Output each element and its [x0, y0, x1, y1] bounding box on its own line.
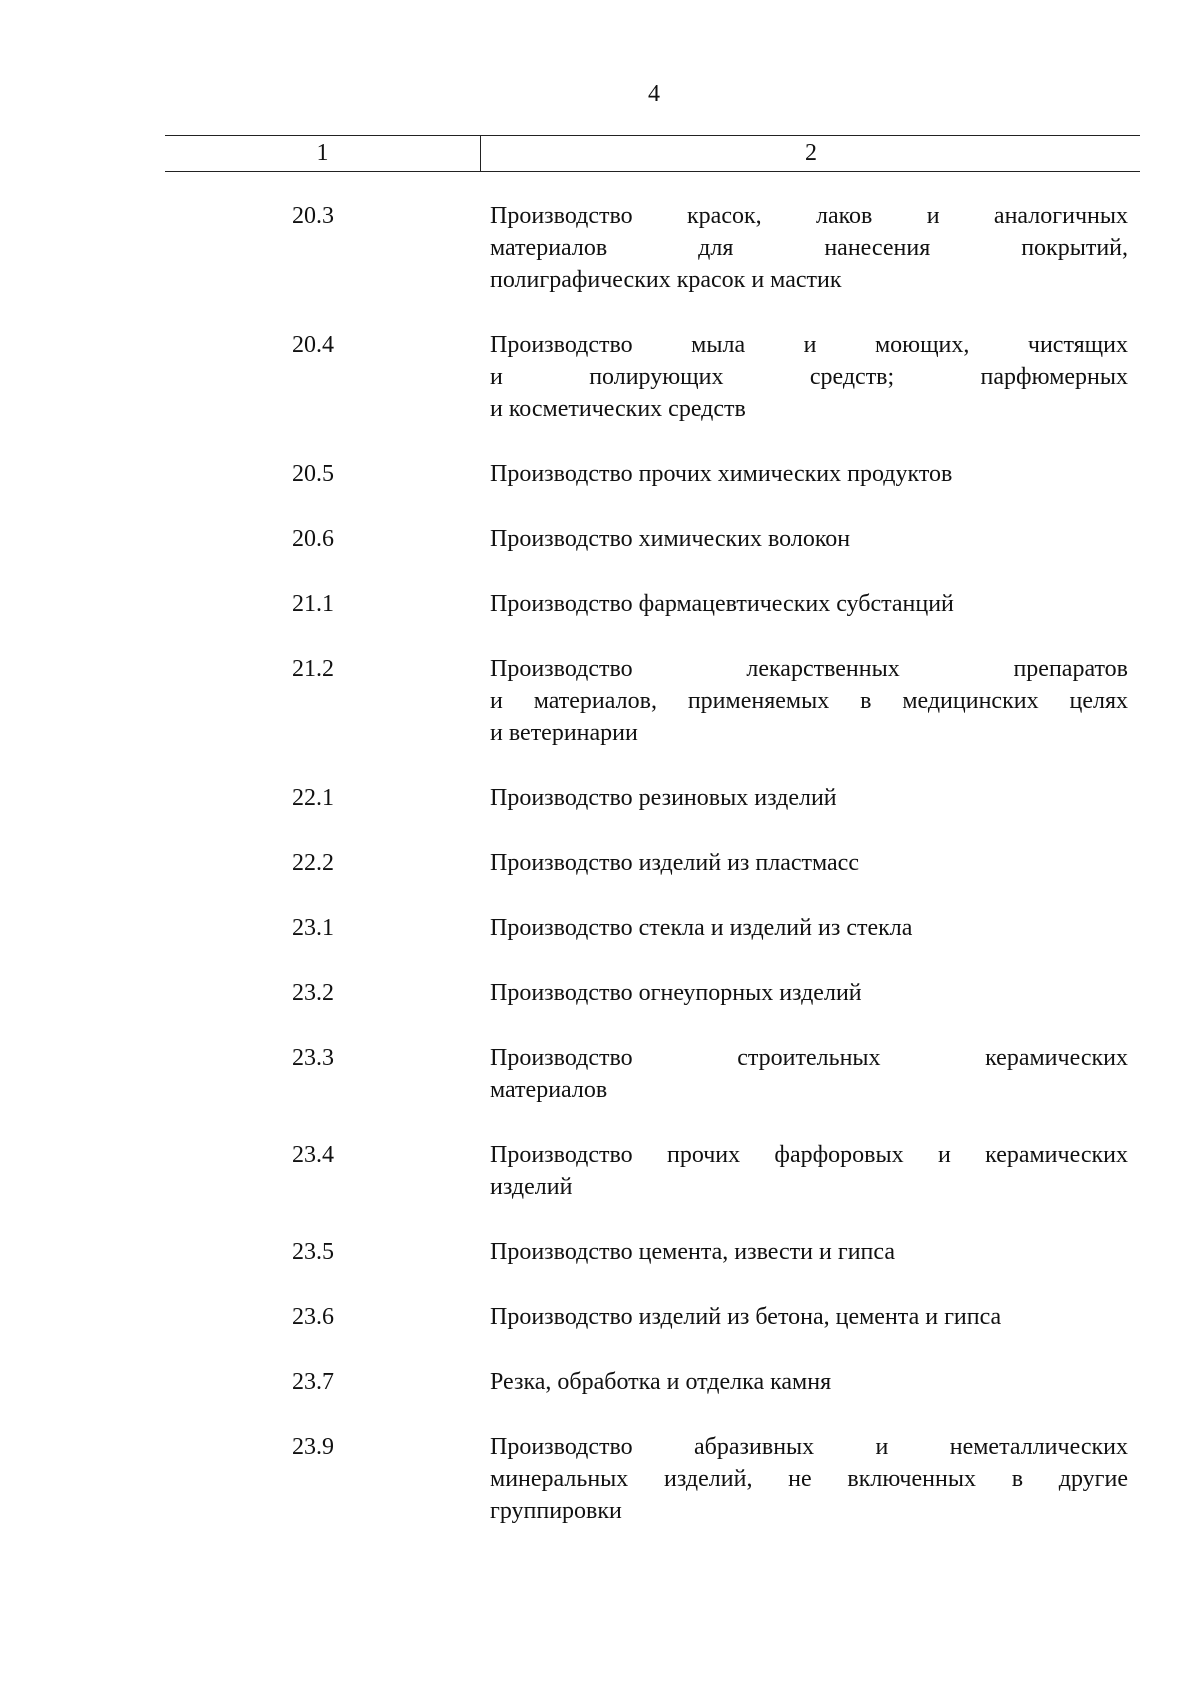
- row-code: 23.7: [292, 1369, 334, 1395]
- row-code: 23.3: [292, 1045, 334, 1071]
- row-description: [490, 200, 1128, 296]
- description-line: Производство прочих химических продуктов: [490, 461, 953, 487]
- description-line: Производство строительных керамических: [490, 1045, 1128, 1071]
- description-line: материалов: [490, 1077, 608, 1103]
- row-description: [490, 588, 1128, 620]
- row-description: [490, 1301, 1128, 1333]
- row-description: [490, 1139, 1128, 1203]
- description-line: Производство лекарственных препаратов: [490, 656, 1128, 682]
- page-number: 4: [648, 81, 660, 107]
- row-code: 23.5: [292, 1239, 334, 1265]
- description-line: Производство красок, лаков и аналогичных: [490, 203, 1128, 229]
- description-line: материалов для нанесения покрытий,: [490, 235, 1128, 261]
- description-line: и ветеринарии: [490, 720, 638, 746]
- row-code: 23.4: [292, 1142, 334, 1168]
- row-description: [490, 1042, 1128, 1106]
- description-line: Производство абразивных и неметаллических: [490, 1434, 1128, 1460]
- description-line: изделий: [490, 1174, 573, 1200]
- description-line: Производство мыла и моющих, чистящих: [490, 332, 1128, 358]
- row-description: [490, 977, 1128, 1009]
- description-line: Производство изделий из пластмасс: [490, 850, 859, 876]
- description-line: Производство прочих фарфоровых и керамических: [490, 1142, 1128, 1168]
- row-code: 20.5: [292, 461, 334, 487]
- row-description: [490, 1236, 1128, 1268]
- description-line: и косметических средств: [490, 396, 746, 422]
- row-description: [490, 912, 1128, 944]
- description-line: Резка, обработка и отделка камня: [490, 1369, 832, 1395]
- description-line: Производство огнеупорных изделий: [490, 980, 862, 1006]
- row-description: [490, 847, 1128, 879]
- row-description: [490, 329, 1128, 425]
- description-line: и материалов, применяемых в медицинских целях: [490, 688, 1128, 714]
- row-code: 23.6: [292, 1304, 334, 1330]
- description-line: полиграфических красок и мастик: [490, 267, 842, 293]
- row-code: 20.6: [292, 526, 334, 552]
- row-description: [490, 1431, 1128, 1527]
- row-description: [490, 1366, 1128, 1398]
- row-code: 23.9: [292, 1434, 334, 1460]
- description-line: и полирующих средств; парфюмерных: [490, 364, 1128, 390]
- description-line: минеральных изделий, не включенных в другие: [490, 1466, 1128, 1492]
- row-code: 23.2: [292, 980, 334, 1006]
- row-code: 22.2: [292, 850, 334, 876]
- row-code: 20.3: [292, 203, 334, 229]
- description-line: Производство резиновых изделий: [490, 785, 837, 811]
- description-line: Производство изделий из бетона, цемента и гипса: [490, 1304, 1002, 1330]
- row-description: [490, 458, 1128, 490]
- row-code: 21.1: [292, 591, 334, 617]
- row-code: 23.1: [292, 915, 334, 941]
- description-line: Производство стекла и изделий из стекла: [490, 915, 913, 941]
- row-code: 21.2: [292, 656, 334, 682]
- header-column-1: 1: [165, 136, 481, 171]
- row-code: 20.4: [292, 332, 334, 358]
- description-line: Производство фармацевтических субстанций: [490, 591, 954, 617]
- table-header: [165, 135, 1140, 172]
- row-description: [490, 653, 1128, 749]
- description-line: Производство химических волокон: [490, 526, 851, 552]
- row-description: [490, 523, 1128, 555]
- row-code: 22.1: [292, 785, 334, 811]
- row-description: [490, 782, 1128, 814]
- description-line: группировки: [490, 1498, 622, 1524]
- description-line: Производство цемента, извести и гипса: [490, 1239, 895, 1265]
- header-column-2: 2: [805, 140, 817, 166]
